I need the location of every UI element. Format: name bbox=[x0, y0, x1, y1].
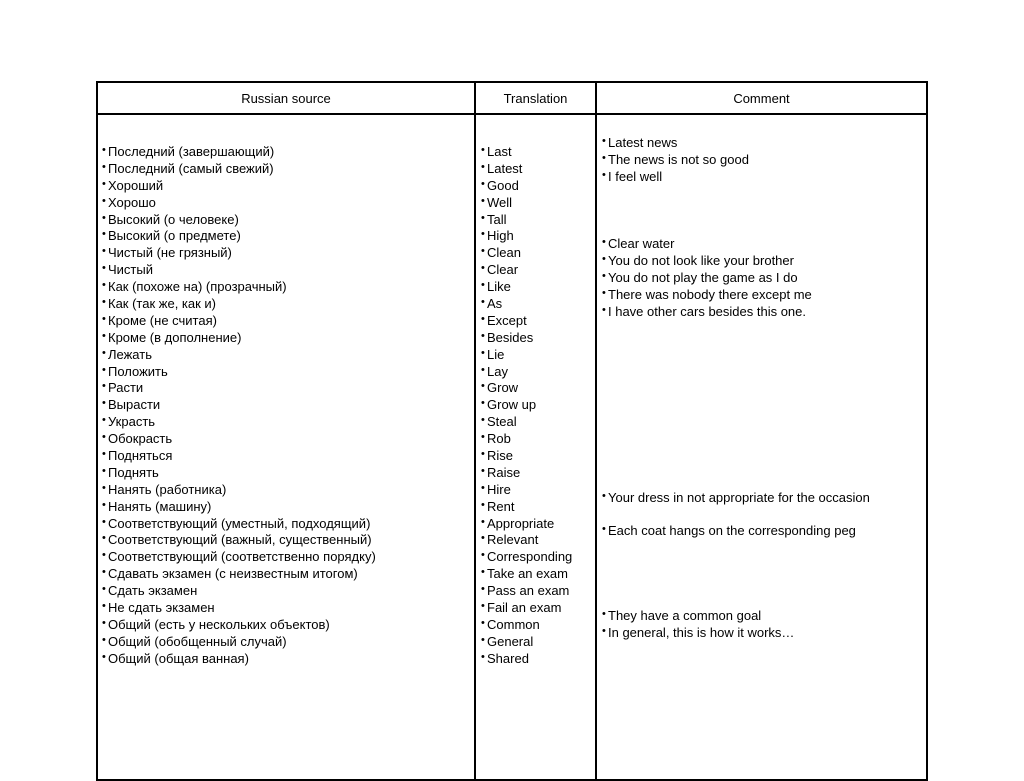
comment-item bbox=[602, 253, 870, 270]
comment-item bbox=[602, 490, 870, 507]
source-item-text: Соответствующий (соответственно порядку) bbox=[108, 549, 376, 565]
bullet-icon: • bbox=[481, 211, 485, 224]
source-item-text: Как (так же, как и) bbox=[108, 296, 217, 312]
bullet-icon: • bbox=[102, 414, 106, 427]
source-item-text: Последний (самый свежий) bbox=[108, 160, 274, 176]
translation-item bbox=[481, 414, 572, 431]
source-item-text: Высокий (о предмете) bbox=[108, 228, 241, 244]
source-item bbox=[102, 499, 376, 516]
bullet-icon: • bbox=[602, 270, 606, 283]
source-item-text: Расти bbox=[108, 380, 144, 396]
translation-item bbox=[481, 634, 572, 651]
comment-item-text: Each coat hangs on the corresponding peg bbox=[608, 523, 856, 539]
bullet-icon: • bbox=[102, 194, 106, 207]
comment-item bbox=[602, 523, 870, 540]
header-russian-source: Russian source bbox=[241, 91, 331, 106]
bullet-icon: • bbox=[602, 607, 606, 620]
translation-item-text: Raise bbox=[487, 464, 521, 480]
bullet-icon: • bbox=[602, 135, 606, 147]
bullet-icon: • bbox=[602, 236, 606, 249]
source-item bbox=[102, 380, 376, 397]
bullet-icon: • bbox=[102, 228, 106, 241]
comment-item bbox=[602, 152, 870, 169]
translation-item-text: Rob bbox=[487, 431, 511, 447]
comment-item bbox=[602, 625, 870, 642]
translation-item bbox=[481, 499, 572, 516]
comment-item-text: In general, this is how it works… bbox=[608, 624, 795, 640]
source-item-text: Обокрасть bbox=[108, 431, 173, 447]
translation-item bbox=[481, 448, 572, 465]
russian-source-column bbox=[102, 144, 376, 668]
bullet-icon: • bbox=[102, 448, 106, 461]
translation-item-text: As bbox=[487, 296, 503, 312]
translation-item-text: Fail an exam bbox=[487, 600, 562, 616]
comment-item-text: Latest news bbox=[608, 135, 678, 150]
translation-item-text: Like bbox=[487, 279, 511, 295]
translation-item bbox=[481, 516, 572, 533]
comment-item-text: The news is not so good bbox=[608, 151, 749, 167]
source-item-text: Вырасти bbox=[108, 397, 161, 413]
translation-item-text: General bbox=[487, 633, 534, 649]
source-item bbox=[102, 161, 376, 178]
source-item bbox=[102, 634, 376, 651]
translation-item bbox=[481, 600, 572, 617]
translation-item-text: Steal bbox=[487, 414, 517, 430]
source-item bbox=[102, 482, 376, 499]
bullet-icon: • bbox=[102, 160, 106, 173]
bullet-icon: • bbox=[602, 624, 606, 637]
bullet-icon: • bbox=[481, 583, 485, 596]
translation-item bbox=[481, 566, 572, 583]
translation-item bbox=[481, 549, 572, 566]
source-item bbox=[102, 245, 376, 262]
source-item bbox=[102, 532, 376, 549]
translation-item bbox=[481, 482, 572, 499]
bullet-icon: • bbox=[102, 380, 106, 393]
bullet-icon: • bbox=[481, 144, 485, 156]
bullet-icon: • bbox=[481, 228, 485, 241]
translation-item-text: Pass an exam bbox=[487, 583, 570, 599]
bullet-icon: • bbox=[102, 144, 106, 156]
bullet-icon: • bbox=[481, 194, 485, 207]
source-item-text: Лежать bbox=[108, 346, 152, 362]
source-item-text: Хороший bbox=[108, 177, 164, 193]
source-item bbox=[102, 549, 376, 566]
bullet-icon: • bbox=[481, 481, 485, 494]
translation-item bbox=[481, 161, 572, 178]
bullet-icon: • bbox=[102, 262, 106, 275]
bullet-icon: • bbox=[602, 287, 606, 300]
comment-column bbox=[602, 135, 870, 642]
source-item-text: Соответствующий (важный, существенный) bbox=[108, 532, 372, 548]
source-item bbox=[102, 178, 376, 195]
translation-item bbox=[481, 245, 572, 262]
translation-item-text: Last bbox=[487, 144, 512, 159]
bullet-icon: • bbox=[481, 414, 485, 427]
bullet-icon: • bbox=[102, 397, 106, 410]
source-item-text: Хорошо bbox=[108, 194, 156, 210]
bullet-icon: • bbox=[102, 566, 106, 579]
source-item-text: Кроме (в дополнение) bbox=[108, 329, 242, 345]
source-item-text: Нанять (машину) bbox=[108, 498, 212, 514]
source-item bbox=[102, 144, 376, 161]
vocabulary-table bbox=[96, 81, 928, 781]
comment-item bbox=[602, 304, 870, 321]
comment-item bbox=[602, 135, 870, 152]
translation-item-text: Appropriate bbox=[487, 515, 555, 531]
source-item bbox=[102, 330, 376, 347]
bullet-icon: • bbox=[481, 262, 485, 275]
comment-item-text: They have a common goal bbox=[608, 607, 762, 623]
translation-item-text: Lay bbox=[487, 363, 508, 379]
source-item-text: Нанять (работника) bbox=[108, 481, 227, 497]
bullet-icon: • bbox=[102, 363, 106, 376]
bullet-icon: • bbox=[102, 600, 106, 613]
translation-item bbox=[481, 178, 572, 195]
bullet-icon: • bbox=[602, 253, 606, 266]
translation-item bbox=[481, 380, 572, 397]
bullet-icon: • bbox=[602, 523, 606, 536]
bullet-icon: • bbox=[481, 312, 485, 325]
translation-item-text: Grow bbox=[487, 380, 519, 396]
bullet-icon: • bbox=[481, 431, 485, 444]
source-item bbox=[102, 414, 376, 431]
translation-item-text: Clear bbox=[487, 262, 519, 278]
translation-item-text: Corresponding bbox=[487, 549, 573, 565]
translation-item-text: Latest bbox=[487, 160, 523, 176]
bullet-icon: • bbox=[481, 296, 485, 309]
source-item-text: Кроме (не считая) bbox=[108, 312, 217, 328]
source-item bbox=[102, 364, 376, 381]
translation-item-text: Take an exam bbox=[487, 566, 568, 582]
bullet-icon: • bbox=[481, 464, 485, 477]
bullet-icon: • bbox=[102, 312, 106, 325]
translation-item-text: Besides bbox=[487, 329, 534, 345]
bullet-icon: • bbox=[481, 633, 485, 646]
translation-item bbox=[481, 262, 572, 279]
source-item-text: Общий (общая ванная) bbox=[108, 650, 249, 666]
translation-item bbox=[481, 195, 572, 212]
bullet-icon: • bbox=[102, 279, 106, 292]
bullet-icon: • bbox=[481, 532, 485, 545]
bullet-icon: • bbox=[102, 650, 106, 663]
bullet-icon: • bbox=[602, 168, 606, 181]
translation-item bbox=[481, 279, 572, 296]
bullet-icon: • bbox=[102, 329, 106, 342]
translation-item-text: Except bbox=[487, 312, 527, 328]
translation-item bbox=[481, 212, 572, 229]
translation-item-text: Clean bbox=[487, 245, 521, 261]
source-item bbox=[102, 617, 376, 634]
bullet-icon: • bbox=[481, 397, 485, 410]
header-divider bbox=[98, 113, 926, 115]
comment-item-text: I feel well bbox=[608, 168, 663, 184]
source-item-text: Сдать экзамен bbox=[108, 583, 198, 599]
translation-item bbox=[481, 364, 572, 381]
source-item bbox=[102, 397, 376, 414]
header-translation: Translation bbox=[503, 91, 568, 106]
translation-item-text: Lie bbox=[487, 346, 505, 362]
source-item-text: Общий (есть у нескольких объектов) bbox=[108, 616, 330, 632]
source-item bbox=[102, 279, 376, 296]
translation-item bbox=[481, 397, 572, 414]
bullet-icon: • bbox=[481, 600, 485, 613]
translation-item bbox=[481, 532, 572, 549]
bullet-icon: • bbox=[602, 303, 606, 316]
source-item bbox=[102, 516, 376, 533]
bullet-icon: • bbox=[481, 448, 485, 461]
source-item-text: Подняться bbox=[108, 448, 173, 464]
source-item-text: Последний (завершающий) bbox=[108, 144, 275, 159]
bullet-icon: • bbox=[102, 616, 106, 629]
bullet-icon: • bbox=[102, 464, 106, 477]
column-divider-1 bbox=[474, 83, 476, 779]
bullet-icon: • bbox=[102, 481, 106, 494]
bullet-icon: • bbox=[102, 245, 106, 258]
source-item-text: Положить bbox=[108, 363, 168, 379]
bullet-icon: • bbox=[481, 380, 485, 393]
comment-item bbox=[602, 287, 870, 304]
bullet-icon: • bbox=[481, 363, 485, 376]
translation-item-text: Common bbox=[487, 616, 540, 632]
translation-item-text: Well bbox=[487, 194, 513, 210]
translation-item-text: Grow up bbox=[487, 397, 537, 413]
bullet-icon: • bbox=[602, 489, 606, 502]
bullet-icon: • bbox=[481, 177, 485, 190]
bullet-icon: • bbox=[102, 211, 106, 224]
source-item-text: Общий (обобщенный случай) bbox=[108, 633, 287, 649]
source-item bbox=[102, 347, 376, 364]
source-item bbox=[102, 448, 376, 465]
source-item bbox=[102, 313, 376, 330]
bullet-icon: • bbox=[102, 633, 106, 646]
source-item bbox=[102, 262, 376, 279]
source-item bbox=[102, 228, 376, 245]
translation-item bbox=[481, 296, 572, 313]
translation-column bbox=[481, 144, 572, 668]
header-comment: Comment bbox=[733, 91, 790, 106]
translation-item-text: Relevant bbox=[487, 532, 539, 548]
comment-item bbox=[602, 169, 870, 186]
source-item-text: Как (похоже на) (прозрачный) bbox=[108, 279, 287, 295]
bullet-icon: • bbox=[481, 346, 485, 359]
translation-item bbox=[481, 228, 572, 245]
source-item-text: Соответствующий (уместный, подходящий) bbox=[108, 515, 371, 531]
source-item-text: Высокий (о человеке) bbox=[108, 211, 239, 227]
comment-item-text: There was nobody there except me bbox=[608, 287, 812, 303]
bullet-icon: • bbox=[481, 329, 485, 342]
bullet-icon: • bbox=[481, 279, 485, 292]
translation-item-text: Hire bbox=[487, 481, 511, 497]
translation-item bbox=[481, 583, 572, 600]
translation-item-text: Shared bbox=[487, 650, 529, 666]
source-item bbox=[102, 212, 376, 229]
bullet-icon: • bbox=[102, 532, 106, 545]
source-item-text: Чистый (не грязный) bbox=[108, 245, 232, 261]
bullet-icon: • bbox=[481, 160, 485, 173]
bullet-icon: • bbox=[481, 616, 485, 629]
source-item bbox=[102, 651, 376, 668]
comment-item-text: You do not play the game as I do bbox=[608, 270, 798, 286]
comment-item bbox=[602, 608, 870, 625]
bullet-icon: • bbox=[102, 346, 106, 359]
bullet-icon: • bbox=[102, 515, 106, 528]
translation-item bbox=[481, 651, 572, 668]
translation-item-text: High bbox=[487, 228, 514, 244]
bullet-icon: • bbox=[102, 431, 106, 444]
bullet-icon: • bbox=[102, 296, 106, 309]
bullet-icon: • bbox=[481, 566, 485, 579]
source-item bbox=[102, 566, 376, 583]
source-item bbox=[102, 296, 376, 313]
source-item-text: Поднять bbox=[108, 464, 159, 480]
translation-item-text: Rise bbox=[487, 448, 514, 464]
comment-item-text: Your dress in not appropriate for the occasion bbox=[608, 489, 870, 505]
translation-item bbox=[481, 347, 572, 364]
source-item bbox=[102, 465, 376, 482]
translation-item bbox=[481, 330, 572, 347]
source-item bbox=[102, 600, 376, 617]
translation-item bbox=[481, 617, 572, 634]
bullet-icon: • bbox=[481, 650, 485, 663]
source-item-text: Не сдать экзамен bbox=[108, 600, 215, 616]
bullet-icon: • bbox=[602, 151, 606, 164]
source-item-text: Сдавать экзамен (с неизвестным итогом) bbox=[108, 566, 358, 582]
source-item-text: Украсть bbox=[108, 414, 156, 430]
bullet-icon: • bbox=[102, 583, 106, 596]
translation-item-text: Rent bbox=[487, 498, 515, 514]
bullet-icon: • bbox=[481, 515, 485, 528]
translation-item-text: Tall bbox=[487, 211, 507, 227]
source-item bbox=[102, 431, 376, 448]
source-item bbox=[102, 195, 376, 212]
comment-item bbox=[602, 270, 870, 287]
comment-item-text: Clear water bbox=[608, 236, 675, 252]
bullet-icon: • bbox=[102, 549, 106, 562]
translation-item-text: Good bbox=[487, 177, 519, 193]
translation-item bbox=[481, 144, 572, 161]
bullet-icon: • bbox=[481, 549, 485, 562]
source-item bbox=[102, 583, 376, 600]
bullet-icon: • bbox=[481, 245, 485, 258]
bullet-icon: • bbox=[481, 498, 485, 511]
comment-item-text: You do not look like your brother bbox=[608, 253, 794, 269]
bullet-icon: • bbox=[102, 177, 106, 190]
comment-item-text: I have other cars besides this one. bbox=[608, 303, 807, 319]
translation-item bbox=[481, 465, 572, 482]
translation-item bbox=[481, 313, 572, 330]
comment-item bbox=[602, 236, 870, 253]
bullet-icon: • bbox=[102, 498, 106, 511]
source-item-text: Чистый bbox=[108, 262, 153, 278]
column-divider-2 bbox=[595, 83, 597, 779]
translation-item bbox=[481, 431, 572, 448]
